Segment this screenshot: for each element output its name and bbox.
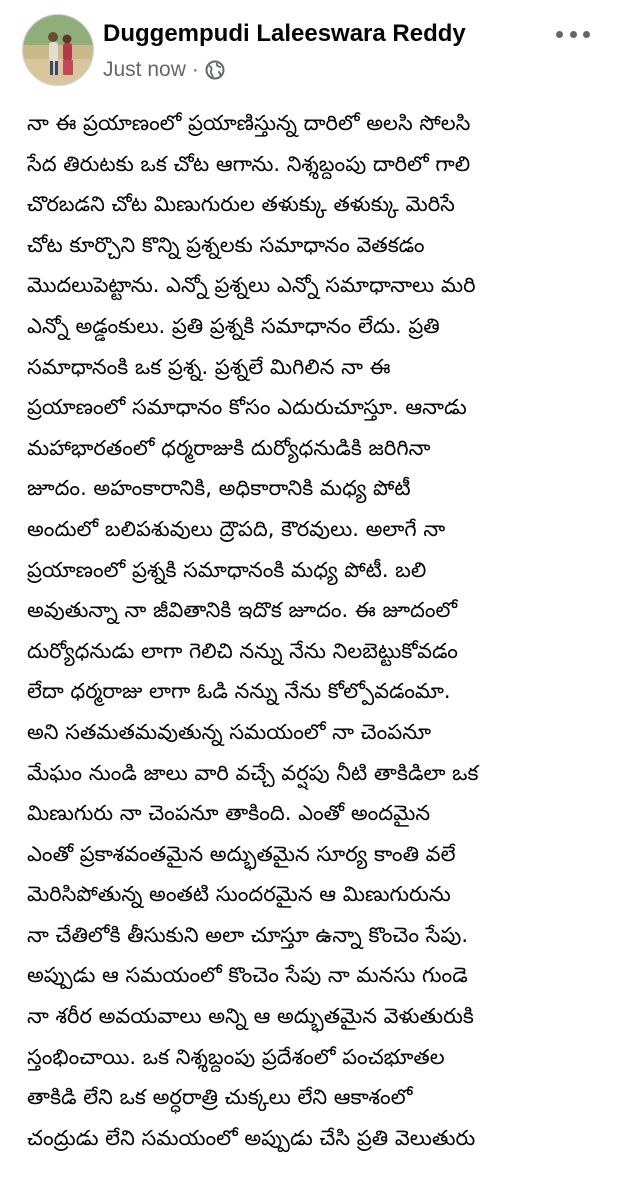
profile-photo — [23, 15, 94, 86]
post-text-line: ఎంతో ప్రకాశవంతమైన అద్భుతమైన సూర్య కాంతి వలే — [27, 841, 456, 866]
post-text-line: లేదా ధర్మరాజు లాగా ఓడి నన్ను నేను కోల్పోవడంమా. — [27, 679, 451, 704]
post-text-line: నా ఈ ప్రయాణంలో ప్రయాణిస్తున్న దారిలో అలసి సోలసి — [27, 111, 471, 135]
avatar[interactable] — [22, 14, 94, 86]
more-dot — [583, 31, 590, 38]
more-dot — [570, 31, 577, 38]
post-body — [27, 103, 612, 1158]
post-text-line: స్తంభించాయి. ఒక నిశ్శబ్దంపు ప్రదేశంలో పంచభూతల — [27, 1044, 445, 1069]
author-name[interactable]: Duggempudi Laleeswara Reddy — [103, 20, 466, 47]
post-text-line: నా చేతిలోకి తీసుకుని అలా చూస్తూ ఉన్నా కొంచెం సేపు. — [27, 922, 469, 947]
post-text-line: ప్రయాణంలో సమాధానం కోసం ఎదురుచూస్తూ. ఆనాడు — [27, 395, 467, 420]
post-text-line: చొరబడని చోట మిణుగురుల తళుక్కు తళుక్కు మెరిసే — [27, 192, 455, 217]
post-text-line: సేద తిరుటకు ఒక చోట ఆగాను. నిశ్శబ్దంపు దారిలో గాలి — [27, 151, 471, 176]
more-dot — [556, 31, 563, 38]
post-timestamp[interactable]: Just now — [103, 58, 186, 81]
post-text-line: తాకిడి లేని ఒక అర్ధరాత్రి చుక్కలు లేని ఆకాశంలో — [27, 1085, 413, 1110]
post-text-line: మేఘం నుండి జాలు వారి వచ్చే వర్షపు నీటి తాకిడిలా ఒక — [27, 760, 479, 785]
post-meta — [103, 57, 225, 83]
post-text-line: అని సతమతమవుతున్న సమయంలో నా చెంపనూ — [27, 719, 431, 744]
post-text-line: దుర్యోధనుడు లాగా గెలిచి నన్ను నేను నిలబెట్టుకోవడం — [27, 638, 458, 663]
post-text-line: జూదం. అహంకారానికి, అధికారానికి మధ్య పోటీ — [27, 476, 411, 501]
post-text-line: మెరిసిపోతున్న అంతటి సుందరమైన ఆ మిణుగురును — [27, 882, 451, 907]
meta-separator: · — [191, 58, 199, 81]
post-text-line: మహాభారతంలో ధర్మరాజుకి దుర్యోధనుడికి జరిగినా — [27, 435, 431, 460]
post-text-line: చోట కూర్చొని కొన్ని ప్రశ్నలకు సమాధానం వెతకడం — [27, 232, 425, 257]
globe-icon[interactable] — [205, 60, 225, 80]
post-text-line: చంద్రుడు లేని సమయంలో అప్పుడు చేసి ప్రతి వెలుతురు — [27, 1125, 476, 1150]
more-options-icon[interactable] — [556, 24, 590, 44]
post-text-line: సమాధానంకి ఒక ప్రశ్న. ప్రశ్నలే మిగిలిన నా ఈ — [27, 354, 391, 379]
post-text-line: నా శరీర అవయవాలు అన్ని ఆ అద్భుతమైన వెళుతురుకి — [27, 1004, 474, 1029]
post-text-line: మొదలుపెట్టాను. ఎన్నో ప్రశ్నలు ఎన్నో సమాధానాలు మరి — [27, 273, 476, 298]
post-text-line: మిణుగురు నా చెంపనూ తాకింది. ఎంతో అందమైన — [27, 801, 431, 826]
post-text-line: అవుతున్నా నా జీవితానికి ఇదొక జూదం. ఈ జూదంలో — [27, 598, 458, 623]
post-text-line: అప్పుడు ఆ సమయంలో కొంచెం సేపు నా మనసు గుండె — [27, 963, 468, 988]
post-text-line: అందులో బలిపశువులు ద్రౌపది, కౌరవులు. అలాగే నా — [27, 516, 446, 541]
post-text-line: ఎన్నో అడ్డంకులు. ప్రతి ప్రశ్నకి సమాధానం లేదు. ప్రతి — [27, 313, 440, 338]
post-text-line: ప్రయాణంలో ప్రశ్నకి సమాధానంకి మధ్య పోటీ. బలి — [27, 557, 427, 582]
post-header — [0, 0, 617, 100]
